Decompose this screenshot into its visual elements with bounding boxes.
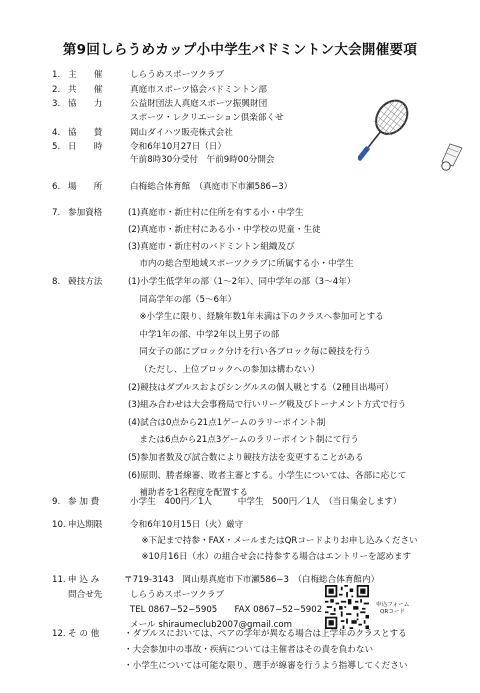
section-value: 市内の総合型地域スポーツクラブに所属する小・中学生 [128,259,354,269]
section-value: メール shiraumeclub2007@gmail.com [130,620,292,630]
section-value: ・小学生については可能な限り、選手が線審を行うよう指導してください [124,661,408,671]
section-label: 協 賛 [68,128,103,138]
section-value: 令和6年10月15日（火）厳守 [130,520,244,530]
shuttlecock-icon [442,144,462,170]
section-value: 令和6年10月27日（日） [130,142,227,152]
section-value: TEL 0867−52−5905 FAX 0867−52−5902 [130,605,323,615]
section-label: 日 時 [68,142,103,152]
section-number: 4. [52,128,61,138]
section-number: 11. [52,575,66,585]
section-value: (2)真庭市・新庄村にある小・中学校の児童・生徒 [128,225,321,235]
section-label: 参加資格 [68,208,103,218]
section-number: 12. [52,629,66,639]
section-value: 公益財団法人真庭スポーツ振興財団 [130,99,268,109]
section-value: ※下記まで持参・FAX・メールまたはQRコードよりお申し込みください [130,536,418,546]
section-number: 5. [52,142,61,152]
section-value: 白梅総合体育館 （真庭市下市瀬586−3） [130,182,293,192]
section-label: 場 所 [68,182,103,192]
section-value: ※小学生に限り、経験年数1年未満は下のクラスへ参加可とする [128,312,384,323]
section-label: 参 加 費 [68,497,100,507]
section-value: (1)小学生低学年の部（1〜2年）、同中学年の部（3〜4年） [128,277,356,287]
section-number: 9. [52,497,61,507]
section-value: (2)競技はダブルスおよびシングルスの個人戦とする（2種目出場可） [128,382,394,393]
section-value: (3)真庭市・新庄村のバドミントン組織及び [128,242,295,252]
section-value: (4)試合は0点から21点1ゲームのラリーポイント制 [128,417,326,428]
section-number: 2. [52,85,61,95]
section-value: 〒719-3143 岡山県真庭市下市瀬586−3 （白梅総合体育館内） [124,575,380,585]
section-number: 3. [52,99,61,109]
section-value: スポーツ・レクリエーション倶楽部くせ [130,113,284,123]
section-value: ・大会参加中の事故・疾病については主催者はその責を負わない [124,645,374,655]
section-value: 小学生 400円／1人 中学生 500円／1人 （当日集金します） [130,497,402,507]
section-value: 補助者を1名程度を配置する [128,488,248,499]
section-label: 共 催 [68,85,103,95]
section-value: 岡山ダイハツ販売株式会社 [130,128,233,138]
section-value: 同女子の部にブロック分けを行い各ブロック毎に競技を行う [128,347,372,358]
section-value: (1)真庭市・新庄村に住所を有する小・中学生 [128,208,304,218]
qr-caption-line: 申込フォーム [376,602,410,608]
section-value: 午前8時30分受付 午前9時00分開会 [130,155,275,165]
section-value: (3)組み合わせは大会事務局で行いリーグ戦及びトーナメント方式で行う [128,400,407,411]
section-label: 主 催 [68,70,103,80]
section-value: しらうめスポーツクラブ [130,590,225,600]
section-number: 6. [52,182,61,192]
section-value: または6点から21点3ゲームのラリーポイント制にて行う [128,435,359,446]
section-label: 申込期限 [68,520,103,530]
section-label-secondary: 問合せ先 [68,590,103,600]
section-number: 1. [52,70,61,80]
section-label: 協 力 [68,99,103,109]
section-value: 同高学年の部（5〜6年） [128,294,237,305]
qr-code-icon[interactable] [325,585,369,629]
section-value: ・ダブルスにおいては、ペアの学年が異なる場合は上学年のクラスとする [124,629,407,639]
qr-caption-line: QRコード [380,609,406,615]
section-value: 中学1年の部、中学2年以上男子の部 [128,329,280,340]
section-value: (5)参加者数及び試合数により競技方法を変更することがある [128,452,364,463]
section-number: 10. [52,520,66,530]
page-title: 第9回しらうめカップ小中学生バドミントン大会開催要項 [62,42,418,58]
section-number: 7. [52,208,61,218]
section-value: しらうめスポーツクラブ [130,70,225,80]
section-value: （ただし、上位ブロックへの参加は構わない） [128,364,320,375]
qr-caption [376,602,409,616]
section-label: 申 込 み [68,575,100,585]
section-value: 真庭市スポーツ協会バドミントン部 [130,85,267,95]
section-value: ※10月16日（水）の組合せ会に持参する場合はエントリーを認めます [130,552,412,562]
section-label: 競技方法 [68,277,103,287]
section-value: (6)原則、勝者線審、敗者主審とする。小学生については、各部に応じて [128,470,407,481]
section-label: そ の 他 [68,629,100,639]
badminton-racket-icon [358,92,468,182]
section-number: 8. [52,277,61,287]
